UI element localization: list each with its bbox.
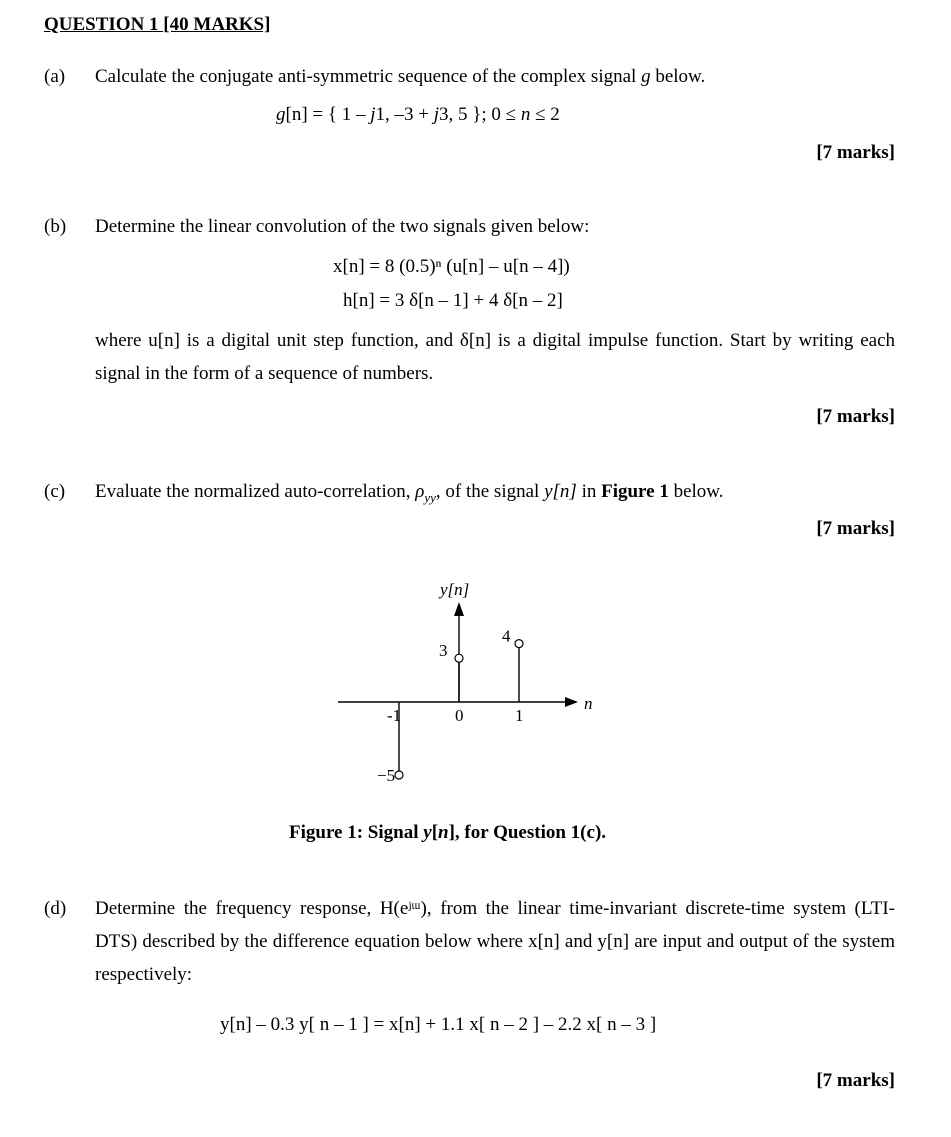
part-d-marks: [7 marks] — [816, 1070, 895, 1091]
part-b-text: Determine the linear convolution of the two signals given below: — [95, 216, 590, 237]
x-tick-label: -1 — [387, 706, 402, 725]
x-tick-label: 0 — [455, 706, 464, 725]
question-title: QUESTION 1 [40 MARKS] — [44, 14, 271, 35]
part-c-marks: [7 marks] — [816, 518, 895, 539]
stem-point — [515, 640, 523, 648]
stem-value-label: −5 — [377, 766, 396, 785]
stem-value-label: 3 — [439, 641, 448, 661]
stem-value-label: 4 — [502, 626, 511, 646]
part-b-marks: [7 marks] — [816, 406, 895, 427]
part-d-equation: y[n] – 0.3 y[ n – 1 ] = x[n] + 1.1 x[ n – 2 ] – 2.2 x[ n – 3 ] — [220, 1014, 657, 1035]
y-axis-label: y[n] — [440, 580, 470, 599]
part-a-text: Calculate the conjugate anti-symmetric sequence of the complex signal g below. — [95, 66, 706, 87]
stem-point — [455, 654, 463, 662]
y-axis-arrow — [454, 602, 464, 616]
x-axis-arrow — [565, 697, 578, 707]
x-axis-label: n — [584, 694, 593, 713]
part-a-label: (a) — [44, 66, 66, 87]
part-b-paragraph: where u[n] is a digital unit step function, and δ[n] is a digital impulse function. Start by writing each signal in the form of a sequence of numbers. — [95, 330, 895, 384]
figure-1-stem-plot — [300, 570, 630, 800]
stem-point — [395, 771, 403, 779]
part-a-equation: g[n] = { 1 – j1, –3 + j3, 5 }; 0 ≤ n ≤ 2 — [276, 104, 560, 125]
figure-1-caption: Figure 1: Signal y[n], for Question 1(c). — [289, 822, 607, 843]
part-a-marks: [7 marks] — [816, 142, 895, 163]
part-b-label: (b) — [44, 216, 67, 237]
part-d-label: (d) — [44, 898, 67, 919]
part-b-equation-h: h[n] = 3 δ[n – 1] + 4 δ[n – 2] — [343, 290, 563, 311]
part-d-paragraph: Determine the frequency response, H(eʲᵚ), from the linear time-invariant discrete-time system (LTI-DTS) described by the difference equation below where x[n] and y[n] are input and output of the system respectively: — [95, 898, 895, 985]
part-c-label: (c) — [44, 481, 66, 502]
part-c-text: Evaluate the normalized auto-correlation, $\rho_{yy}$, of the signal y[n] in Figure 1 below. — [95, 481, 724, 505]
x-tick-label: 1 — [515, 706, 524, 725]
part-b-equation-x: x[n] = 8 (0.5)ⁿ (u[n] – u[n – 4]) — [333, 256, 570, 277]
